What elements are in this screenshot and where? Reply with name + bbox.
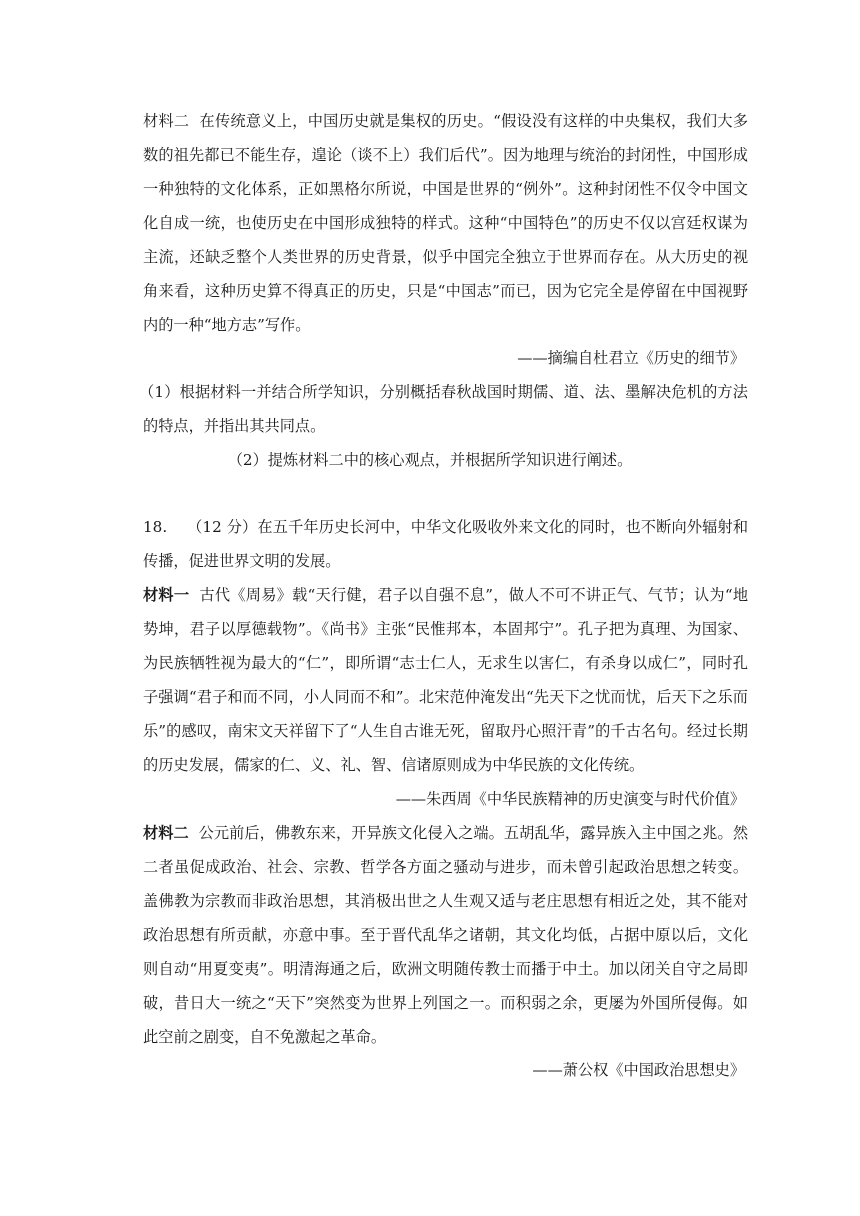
q17-material2-text: 在传统意义上，中国历史就是集权的历史。“假设没有这样的中央集权，我们大多数的祖先都已不能生存，遑论（谈不上）我们后代”。因为地理与统治的封闭性，中国形成一种独特的文化体系，正如黑格尔所说，中国是世界的“例外”。这种封闭性不仅令中国文化自成一统，也使历史在中国形成独特的样式。这种“中国特色”的历史不仅以宫廷权谋为主流，还缺乏整个人类世界的历史背景，似乎中国完全独立于世界而存在。从大历史的视角来看，这种历史算不得真正的历史，只是“中国志”而已，因为它完全是停留在中国视野内的一种“地方志”写作。 — [143, 112, 749, 334]
q18-number: 18. — [143, 518, 168, 536]
q18-stem-paragraph — [143, 510, 748, 578]
q17-material2-label: 材料二 — [143, 112, 190, 130]
q18-material1-source: ——朱西周《中华民族精神的历史演变与时代价值》 — [395, 790, 745, 808]
q18-material1-paragraph — [143, 578, 748, 782]
q18-score: （12 分） — [187, 518, 258, 536]
q18-material2-label: 材料二 — [143, 824, 189, 842]
q18-stem: 在五千年历史长河中，中华文化吸收外来文化的同时，也不断向外辐射和传播，促进世界文明的发展。 — [143, 518, 749, 570]
q17-material2-paragraph — [143, 104, 748, 342]
q18-material1-label: 材料一 — [143, 586, 190, 604]
q18-material1-text: 古代《周易》载“天行健，君子以自强不息”，做人不可不讲正气、气节；认为“地势坤，君子以厚德载物”。《尚书》主张“民惟邦本，本固邦宁”。孔子把为真理、为国家、为民族牺牲视为最大的“仁”，即所谓“志士仁人，无求生以害仁，有杀身以成仁”，同时孔子强调“君子和而不同，小人同而不和”。北宋范仲淹发出“先天下之忧而忧，后天下之乐而乐”的感叹，南宋文天祥留下了“人生自古谁无死，留取丹心照汗青”的千古名句。经过长期的历史发展，儒家的仁、义、礼、智、信诸原则成为中华民族的文化传统。 — [143, 586, 749, 774]
q17-question-2: （2）提炼材料二中的核心观点，并根据所学知识进行阐述。 — [227, 451, 633, 469]
q18-material2-text: 公元前后，佛教东来，开异族文化侵入之端。五胡乱华，露异族入主中国之兆。然二者虽促成政治、社会、宗教、哲学各方面之骚动与进步，而未曾引起政治思想之转变。盖佛教为宗教而非政治思想，其消极出世之人生观又适与老庄思想有相近之处，其不能对政治思想有所贡献，亦意中事。至于晋代乱华之诸朝，其文化均低，占据中原以后，文化则自动“用夏变夷”。明清海通之后，欧洲文明随传教士而播于中土。加以闭关自守之局即破，昔日大一统之“天下”突然变为世界上列国之一。而积弱之余，更屡为外国所侵侮。如此空前之剧变，自不免激起之革命。 — [143, 824, 749, 1046]
q17-material2-source: ——摘编自杜君立《历史的细节》 — [517, 349, 745, 367]
q17-question-1: （1）根据材料一并结合所学知识，分别概括春秋战国时期儒、道、法、墨解决危机的方法的特点，并指出其共同点。 — [139, 383, 748, 435]
q18-material2-paragraph — [143, 816, 748, 1054]
q18-material2-source: ——萧公权《中国政治思想史》 — [532, 1061, 745, 1079]
